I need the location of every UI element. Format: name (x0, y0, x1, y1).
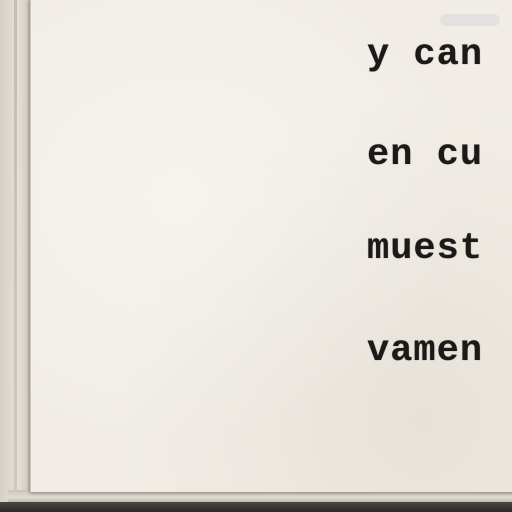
typed-line-2: en cu (367, 134, 484, 176)
sheet-edge-line (14, 0, 17, 498)
table-surface (0, 502, 512, 512)
typed-line-4: vamen (367, 330, 484, 372)
typed-line-1: y can (367, 34, 484, 76)
typed-line-3: muest (367, 228, 484, 270)
faint-ink-mark (440, 14, 500, 26)
